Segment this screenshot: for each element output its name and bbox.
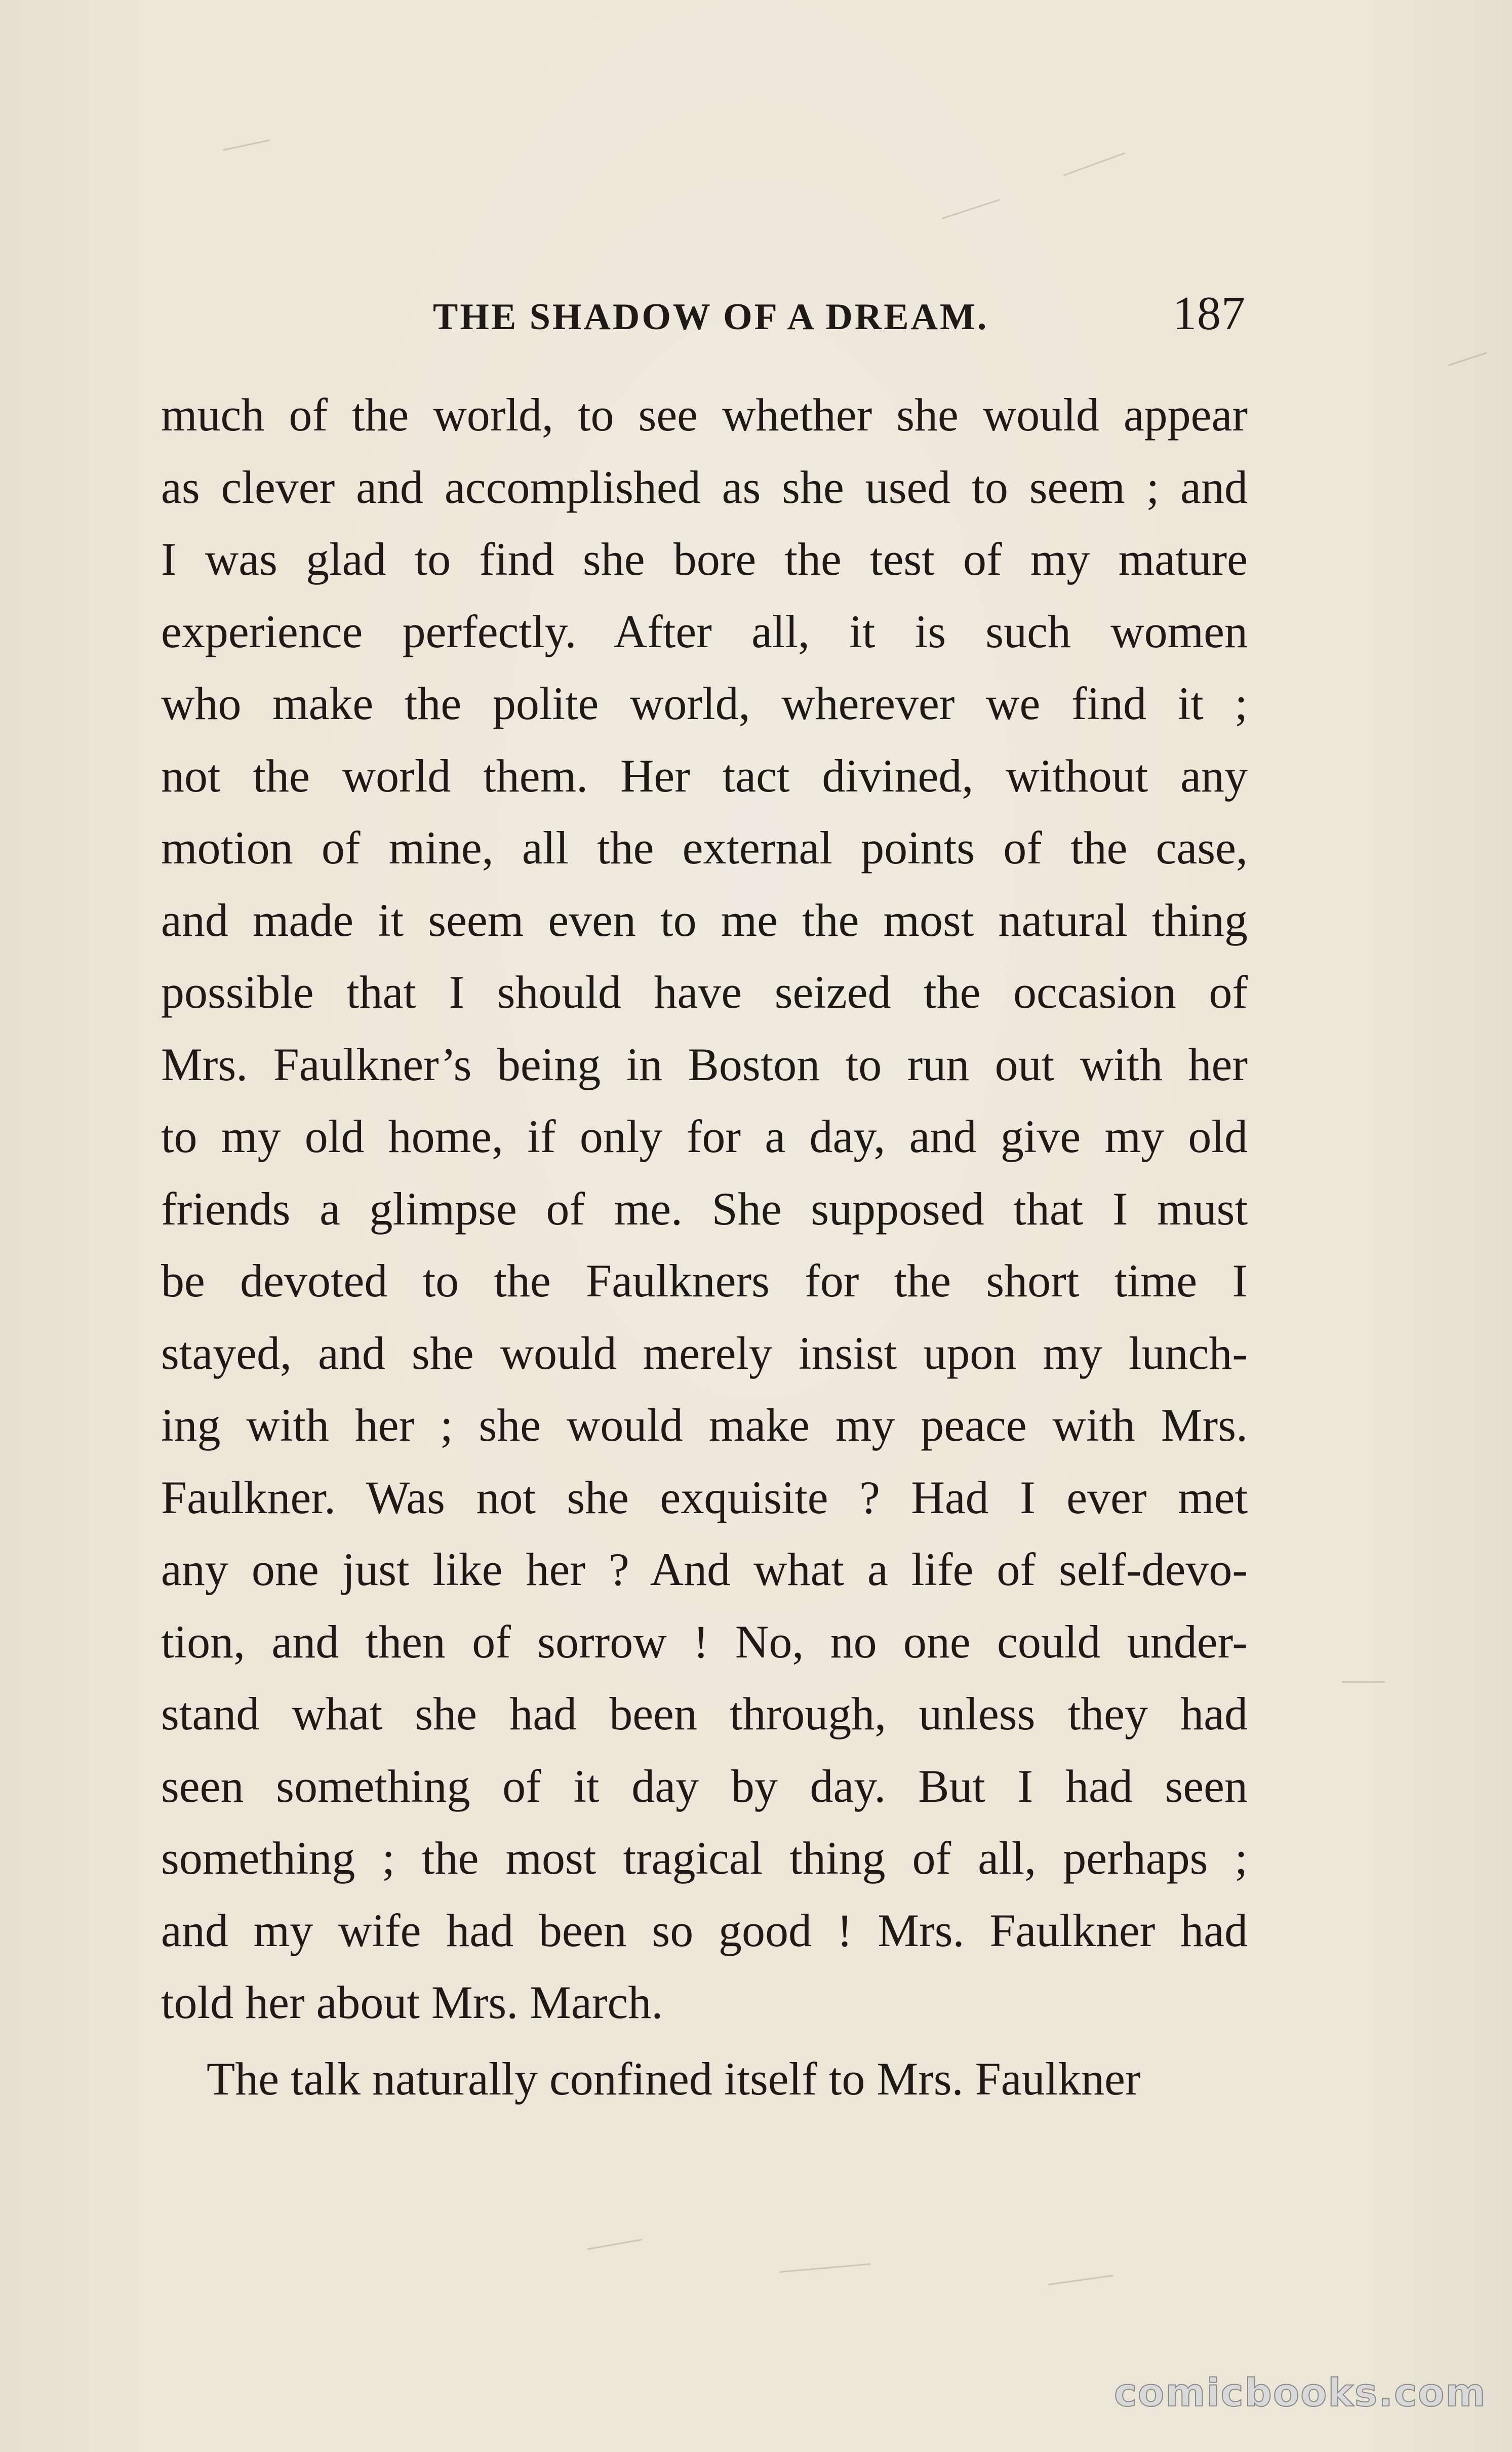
text-line: any one just like her ? And what a life of self-devo- <box>161 1544 1248 1595</box>
text-line: stayed, and she would merely insist upon my lunch- <box>161 1327 1248 1379</box>
text-line: stand what she had been through, unless they had <box>161 1688 1248 1739</box>
paper-speck <box>1048 2275 1113 2285</box>
paper-speck <box>223 139 270 151</box>
text-line: friends a glimpse of me. She supposed that I must <box>161 1182 1248 1235</box>
paper-speck <box>1448 352 1487 366</box>
text-line: motion of mine, all the external points of the case, <box>161 822 1248 874</box>
text-line: and my wife had been so good ! Mrs. Faulkner had <box>161 1904 1248 1956</box>
body-text <box>161 379 1248 2115</box>
text-line: Mrs. Faulkner’s being in Boston to run out with her <box>161 1038 1248 1090</box>
text-line: possible that I should have seized the occasion of <box>161 966 1248 1018</box>
page-header <box>162 286 1246 347</box>
text-line: who make the polite world, wherever we find it ; <box>161 678 1248 729</box>
text-line: be devoted to the Faulkners for the short time I <box>161 1255 1248 1307</box>
next-paragraph-line: The talk naturally confined itself to Mrs. Faulkner <box>207 2052 1141 2105</box>
text-line: I was glad to find she bore the test of my mature <box>161 533 1248 585</box>
text-line: tion, and then of sorrow ! No, no one could under- <box>161 1615 1248 1668</box>
paragraph-end-line: told her about Mrs. March. <box>161 1976 663 2028</box>
text-line: something ; the most tragical thing of all, perhaps ; <box>161 1832 1248 1884</box>
text-line: to my old home, if only for a day, and give my old <box>161 1111 1248 1162</box>
text-line: seen something of it day by day. But I had seen <box>161 1760 1248 1812</box>
text-line: experience perfectly. After all, it is such women <box>161 605 1248 657</box>
paper-speck <box>587 2239 643 2250</box>
paper-speck <box>1342 1681 1385 1683</box>
paper-speck <box>942 199 1000 219</box>
text-line: ing with her ; she would make my peace with Mrs. <box>161 1399 1248 1451</box>
text-line: Faulkner. Was not she exquisite ? Had I ever met <box>161 1471 1248 1523</box>
text-line: and made it seem even to me the most natural thing <box>161 894 1248 946</box>
running-title: THE SHADOW OF A DREAM. <box>433 296 989 338</box>
text-line: as clever and accomplished as she used to seem ; and <box>161 461 1248 513</box>
text-line: much of the world, to see whether she would appear <box>161 389 1248 441</box>
watermark: comicbooks.com <box>1114 2370 1487 2415</box>
page-number: 187 <box>1173 287 1246 340</box>
paper-speck <box>1063 152 1125 176</box>
text-line: not the world them. Her tact divined, without any <box>161 749 1248 802</box>
paper-speck <box>780 2263 871 2273</box>
